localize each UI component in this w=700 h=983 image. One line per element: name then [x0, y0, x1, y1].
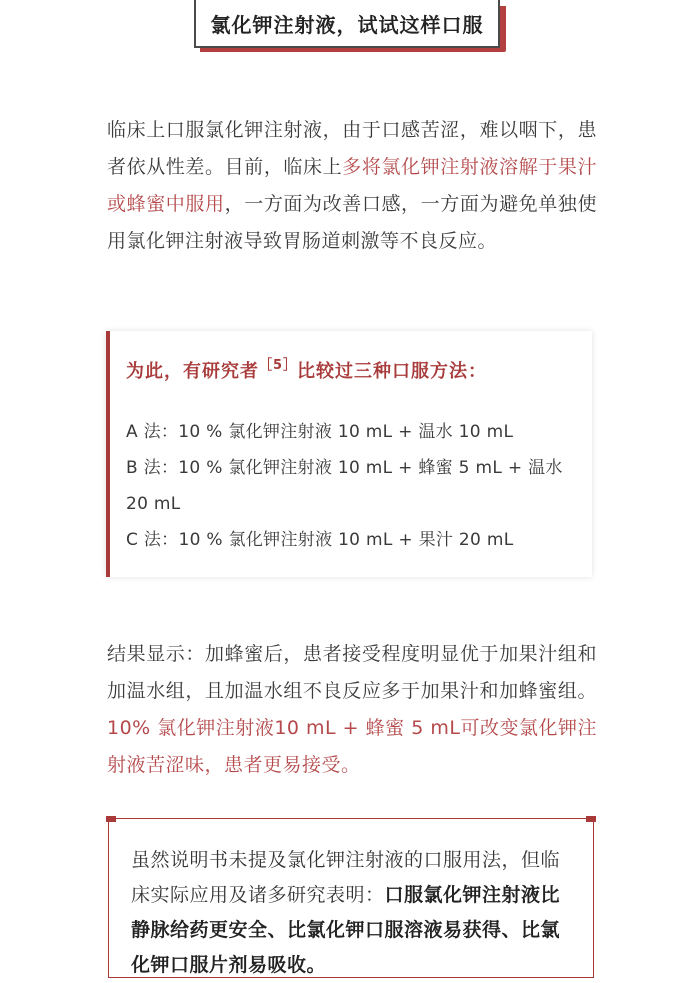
intro-text-2: ，一方面为改善口感，一方面为避免单独使用氯化钾注射液导致胃肠道刺激等不良反应。: [107, 193, 597, 252]
conclusion-text: [131, 843, 569, 983]
result-paragraph: [107, 636, 597, 784]
methods-heading: [126, 351, 592, 387]
result-highlight: 10% 氯化钾注射液10 mL + 蜂蜜 5 mL可改变氯化钾注射液苦涩味，患者更易接受。: [107, 717, 597, 776]
methods-quote-box: [106, 331, 592, 577]
method-a: A 法：10 % 氯化钾注射液 10 mL + 温水 10 mL: [126, 422, 514, 442]
methods-heading-text-2: 比较过三种口服方法：: [297, 361, 488, 382]
conclusion-bold: 口服氯化钾注射液比静脉给药更安全、比氯化钾口服溶液易获得、比氯化钾口服片剂易吸收。: [131, 884, 561, 976]
citation-ref[interactable]: ［5］: [259, 358, 298, 373]
intro-highlight: 多将氯化钾注射液溶解于果汁或蜂蜜中服用: [107, 156, 597, 215]
result-text: 结果显示：加蜂蜜后，患者接受程度明显优于加果汁组和加温水组，且加温水组不良反应多于加果汁和加蜂蜜组。: [107, 643, 597, 702]
method-b: B 法：10 % 氯化钾注射液 10 mL + 蜂蜜 5 mL + 温水 20 mL: [126, 458, 563, 514]
title-banner: [194, 0, 506, 52]
conclusion-box: [108, 818, 594, 978]
intro-text-1: 临床上口服氯化钾注射液，由于口感苦涩，难以咽下，患者依从性差。目前，临床上: [107, 119, 597, 178]
conclusion-text-1: 虽然说明书未提及氯化钾注射液的口服用法，但临床实际应用及诸多研究表明：: [131, 849, 561, 906]
methods-heading-text: 为此，有研究者: [126, 361, 259, 382]
page-title: 氯化钾注射液，试试这样口服: [194, 0, 500, 48]
intro-paragraph: [107, 112, 597, 260]
method-c: C 法：10 % 氯化钾注射液 10 mL + 果汁 20 mL: [126, 530, 514, 550]
